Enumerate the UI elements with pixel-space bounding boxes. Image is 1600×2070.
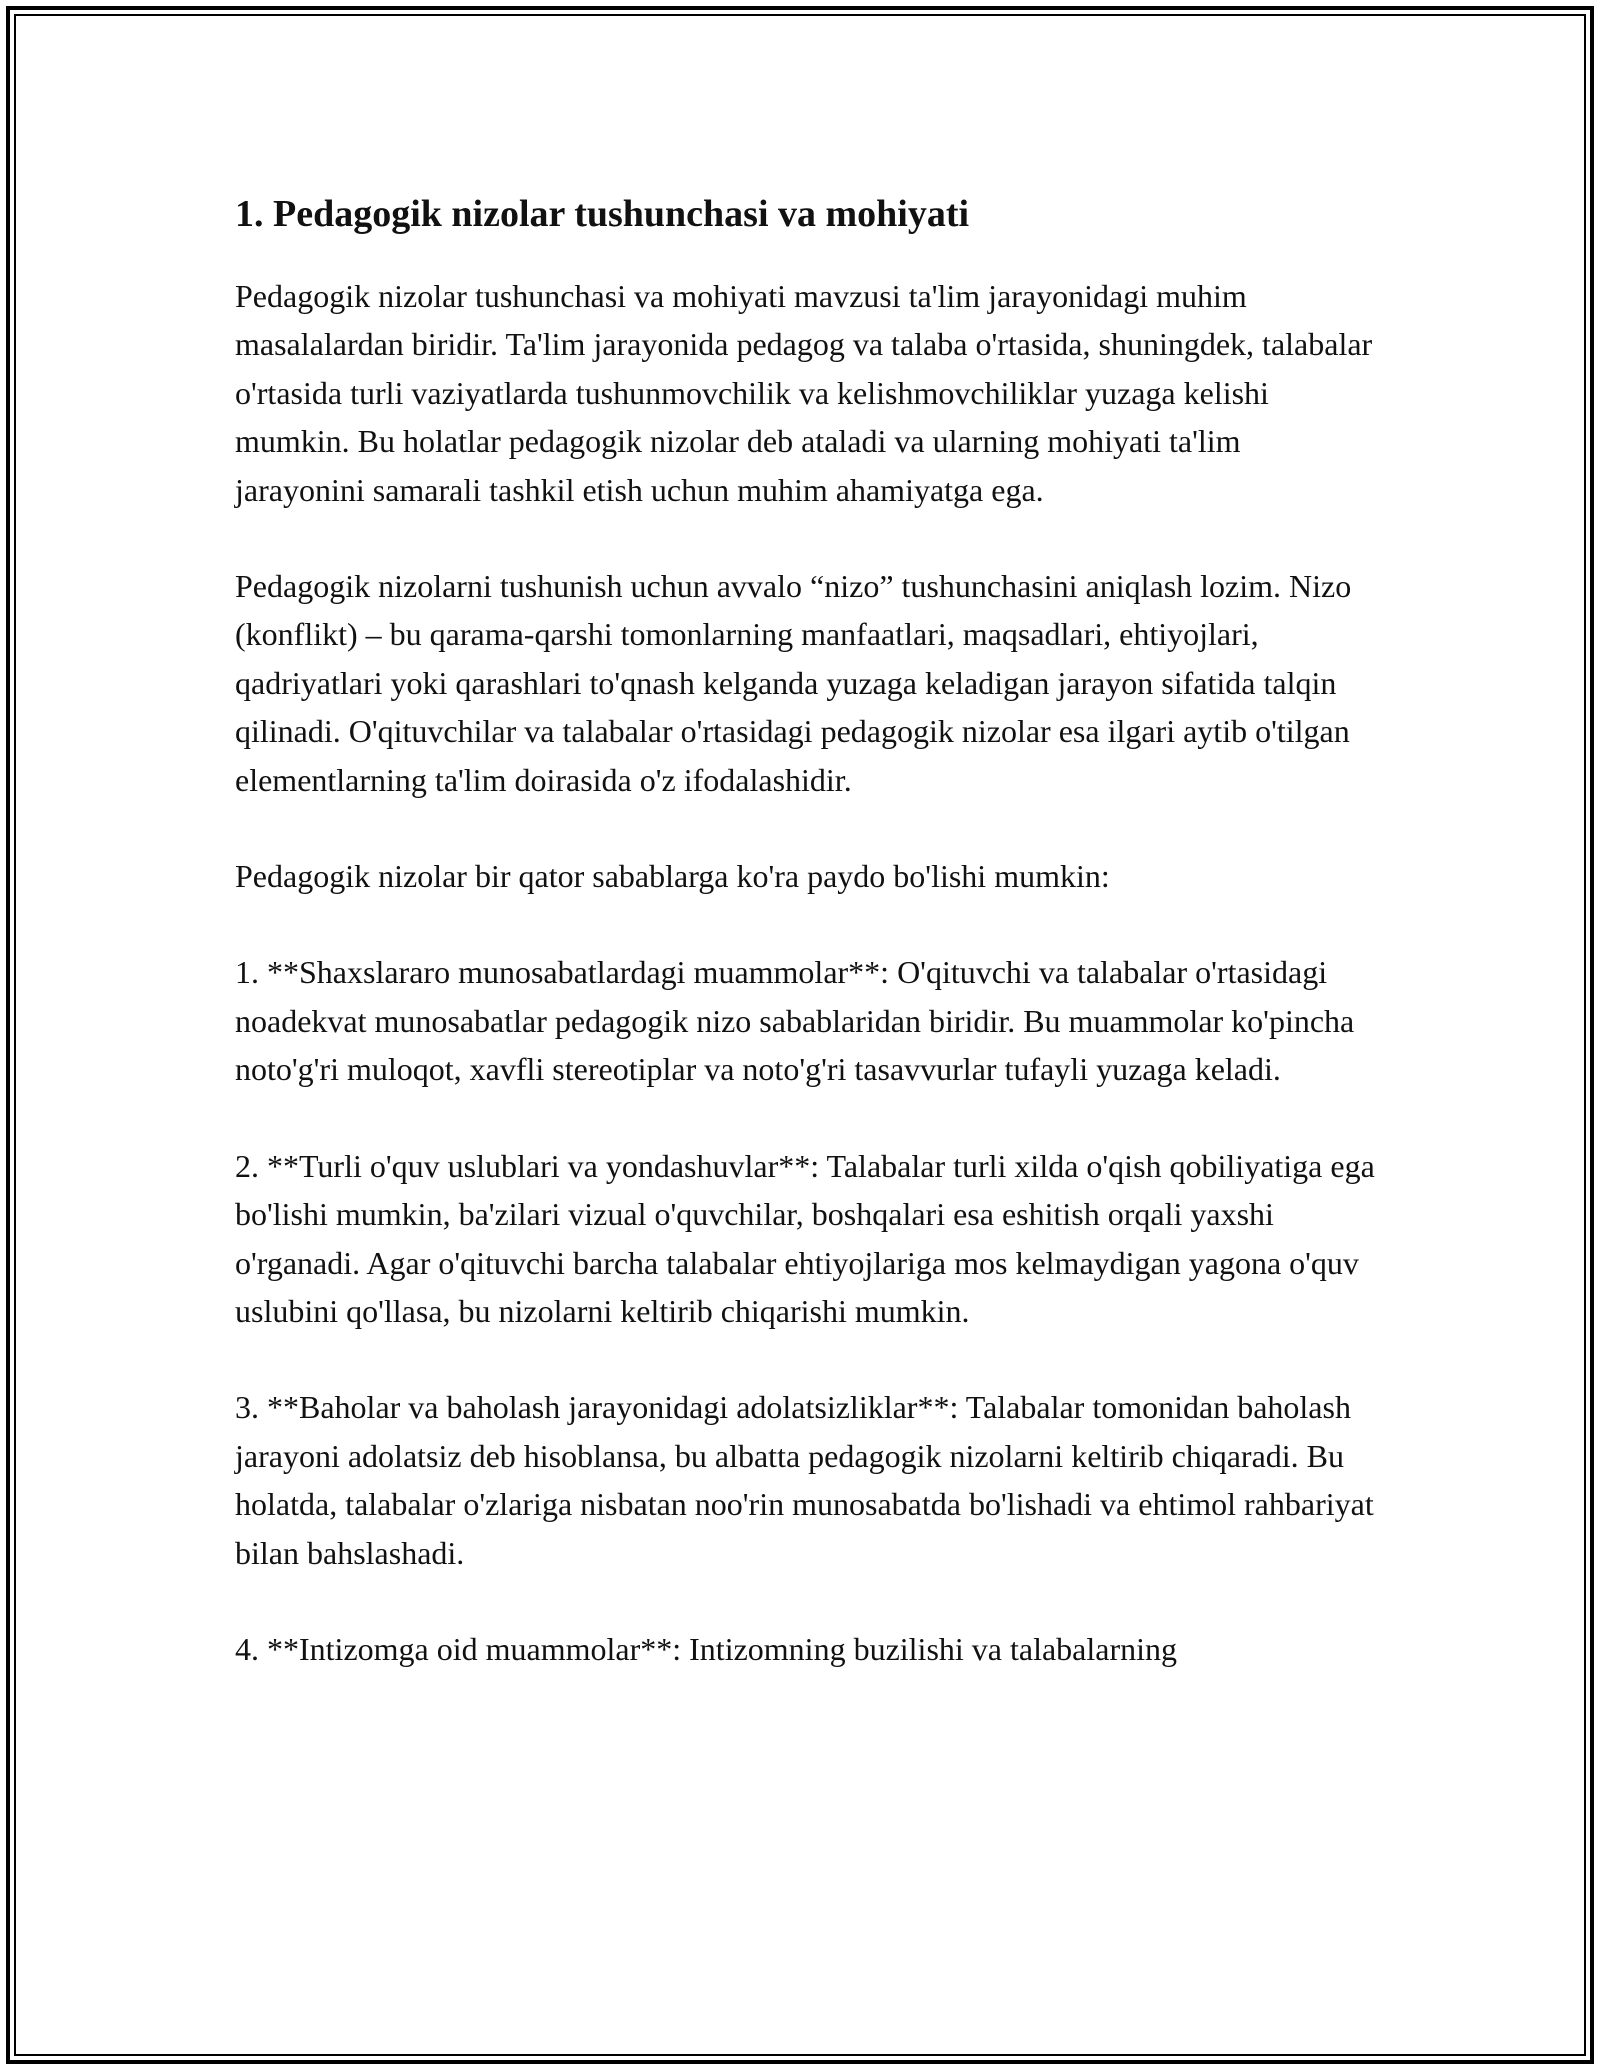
list-item-2: 2. **Turli o'quv uslublari va yondashuvlar**: Talabalar turli xilda o'qish qobiliyatiga ega bo'lishi mumkin, ba'zilari vizual o'quvchilar, boshqalari esa eshitish orqali yaxshi o'rganadi. Agar o'qituvchi barcha talabalar ehtiyojlariga mos kelmaydigan yagona o'quv uslubini qo'llasa, bu nizolarni keltirib chiqarishi mumkin. xyxy=(235,1147,1375,1329)
list-item-1: 1. **Shaxslararo munosabatlardagi muammolar**: O'qituvchi va talabalar o'rtasidagi noadekvat munosabatlar pedagogik nizo sabablaridan biridir. Bu muammolar ko'pincha noto'g'ri muloqot, xavfli stereotiplar va noto'g'ri tasavvurlar tufayli yuzaga keladi. xyxy=(235,954,1355,1088)
paragraph-definition: Pedagogik nizolarni tushunish uchun avvalo “nizo” tushunchasini aniqlash lozim. Nizo (konflikt) – bu qarama-qarshi tomonlarning manfaatlari, maqsadlari, ehtiyojlari, qadriyatlari yoki qarashlari to'qnash kelganda yuzaga keladigan jarayon sifatida talqin qilinadi. O'qituvchilar va talabalar o'rtasidagi pedagogik nizolar esa ilgari aytib o'tilgan elementlarning ta'lim doirasida o'z ifodalashidir. xyxy=(235,568,1352,798)
document-body xyxy=(235,188,1375,1673)
list-item-3: 3. **Baholar va baholash jarayonidagi adolatsizliklar**: Talabalar tomonidan baholash jarayoni adolatsiz deb hisoblansa, bu albatta pedagogik nizolarni keltirib chiqaradi. Bu holatda, talabalar o'zlariga nisbatan noo'rin munosabatda bo'lishadi va ehtimol rahbariyat bilan bahslashadi. xyxy=(235,1389,1374,1571)
section-heading: 1. Pedagogik nizolar tushunchasi va mohiyati xyxy=(235,193,970,235)
paragraph-intro: Pedagogik nizolar tushunchasi va mohiyati mavzusi ta'lim jarayonidagi muhim masalalardan biridir. Ta'lim jarayonida pedagog va talaba o'rtasida, shuningdek, talabalar o'rtasida turli vaziyatlarda tushunmovchilik va kelishmovchiliklar yuzaga kelishi mumkin. Bu holatlar pedagogik nizolar deb ataladi va ularning mohiyati ta'lim jarayonini samarali tashkil etish uchun muhim ahamiyatga ega. xyxy=(235,278,1373,508)
paragraph-causes-lead: Pedagogik nizolar bir qator sabablarga ko'ra paydo bo'lishi mumkin: xyxy=(235,858,1110,895)
list-item-4: 4. **Intizomga oid muammolar**: Intizomning buzilishi va talabalarning xyxy=(235,1630,1178,1667)
